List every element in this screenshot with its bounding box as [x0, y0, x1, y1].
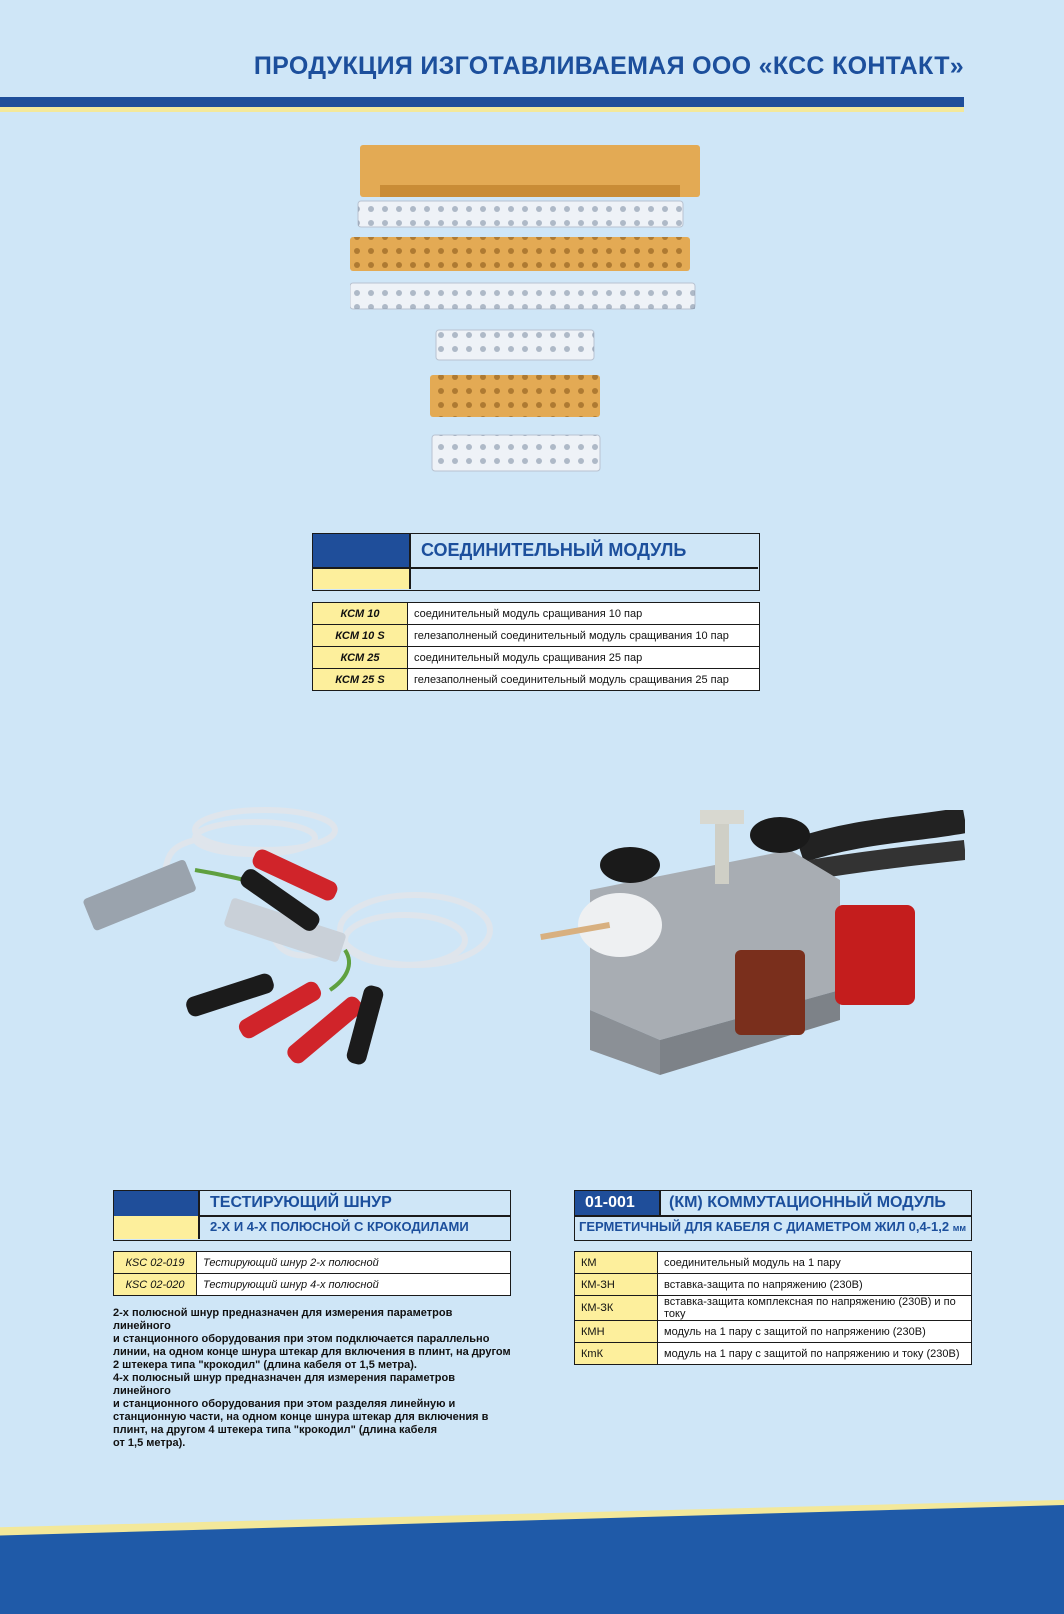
table-row [313, 647, 760, 669]
title-rule-yellow [0, 107, 964, 112]
module-desc: гелезаполненый соединительный модуль сращивания 10 пар [408, 625, 760, 647]
connector-strips-photo [350, 145, 720, 490]
module-code: КСМ 10 S [313, 625, 408, 647]
switching-module-photo [540, 810, 965, 1080]
cord-code: КSC 02-020 [114, 1274, 197, 1296]
strip-white-2 [350, 283, 695, 309]
switch-row-code: КmК [575, 1343, 658, 1365]
red-cap [835, 905, 915, 1005]
switch-table-header [574, 1190, 972, 1241]
module-code: КСМ 25 [313, 647, 408, 669]
module-table-title: СОЕДИНИТЕЛЬНЫЙ МОДУЛЬ [421, 540, 687, 560]
table-row [575, 1252, 972, 1274]
cord-desc: Тестирующий шнур 2-х полюсной [197, 1252, 511, 1274]
switch-row-code: КМ [575, 1252, 658, 1274]
module-desc: соединительный модуль сращивания 25 пар [408, 647, 760, 669]
cord-table-title: ТЕСТИРУЮЩИЙ ШНУР [210, 1194, 392, 1211]
table-row [575, 1321, 972, 1343]
switch-row-code: КМ-ЗК [575, 1296, 658, 1321]
table-row [575, 1343, 972, 1365]
brown-cap [735, 950, 805, 1035]
table-row [313, 669, 760, 691]
strip-white-1 [358, 201, 683, 227]
clip-black-3 [345, 984, 385, 1066]
switch-row-desc: вставка-защита по напряжению (230В) [658, 1274, 972, 1296]
module-desc: гелезаполненый соединительный модуль сращивания 25 пар [408, 669, 760, 691]
footer-blue-band [0, 1505, 1064, 1614]
switch-subtitle-unit: мм [952, 1223, 967, 1233]
cables [800, 820, 965, 870]
strip-orange-1 [360, 145, 700, 197]
switch-row-code: КМН [575, 1321, 658, 1343]
switch-table [574, 1251, 972, 1365]
table-row [575, 1296, 972, 1321]
switch-table-subtitle [579, 1219, 966, 1234]
table-row [114, 1252, 511, 1274]
strip-orange-3 [430, 375, 600, 417]
switch-row-desc: вставка-защита комплексная по напряжению (230В) и по току [658, 1296, 972, 1321]
table-row [313, 603, 760, 625]
cord-code: КSC 02-019 [114, 1252, 197, 1274]
switch-code: 01-001 [585, 1194, 635, 1211]
module-table-header [312, 533, 760, 591]
table-row [114, 1274, 511, 1296]
cord-table-subtitle: 2-Х И 4-Х ПОЛЮСНОЙ С КРОКОДИЛАМИ [210, 1219, 469, 1234]
module-desc: соединительный модуль сращивания 10 пар [408, 603, 760, 625]
strip-white-4 [432, 435, 600, 471]
table-row [575, 1274, 972, 1296]
switch-row-desc: модуль на 1 пару с защитой по напряжению и току (230В) [658, 1343, 972, 1365]
strip-orange-2 [350, 237, 690, 271]
cord-desc: Тестирующий шнур 4-х полюсной [197, 1274, 511, 1296]
switch-row-desc: соединительный модуль на 1 пару [658, 1252, 972, 1274]
cord-table-header [113, 1190, 511, 1241]
switch-subtitle-text: ГЕРМЕТИЧНЫЙ ДЛЯ КАБЕЛЯ С ДИАМЕТРОМ ЖИЛ 0,4-1,2 [579, 1219, 950, 1234]
white-cap [540, 893, 662, 957]
module-table [312, 602, 760, 691]
module-code: КСМ 25 S [313, 669, 408, 691]
cord-table [113, 1251, 511, 1296]
page-title: ПРОДУКЦИЯ ИЗГОТАВЛИВАЕМАЯ ООО «КСС КОНТАКТ» [253, 52, 964, 80]
test-cord-photo [75, 800, 515, 1100]
title-rule-blue [0, 97, 964, 107]
table-row [313, 625, 760, 647]
switch-row-desc: модуль на 1 пару с защитой по напряжению (230В) [658, 1321, 972, 1343]
switch-table-title: (КМ) КОММУТАЦИОННЫЙ МОДУЛЬ [669, 1194, 946, 1211]
switch-row-code: КМ-ЗН [575, 1274, 658, 1296]
plug-1 [82, 859, 197, 932]
module-code: КСМ 10 [313, 603, 408, 625]
cord-description: 2-х полюсной шнур предназначен для измерения параметров линейного и станционного оборудования при этом подключается параллельно линии, на одном конце шнура штекар для включения в плинт, на другом 2 штекера типа "крокодил" (длина кабеля от 1,5 метра). 4-х полюсный шнур предназначен для измерения параметров линейного и станционного оборудования при этом разделяя линейную и станционную части, на одном конце шнура штекар для включения в плинт, на другом 4 штекера типа "крокодил" (длина кабеля от 1,5 метра). [113, 1307, 511, 1449]
strip-white-3 [436, 330, 594, 360]
